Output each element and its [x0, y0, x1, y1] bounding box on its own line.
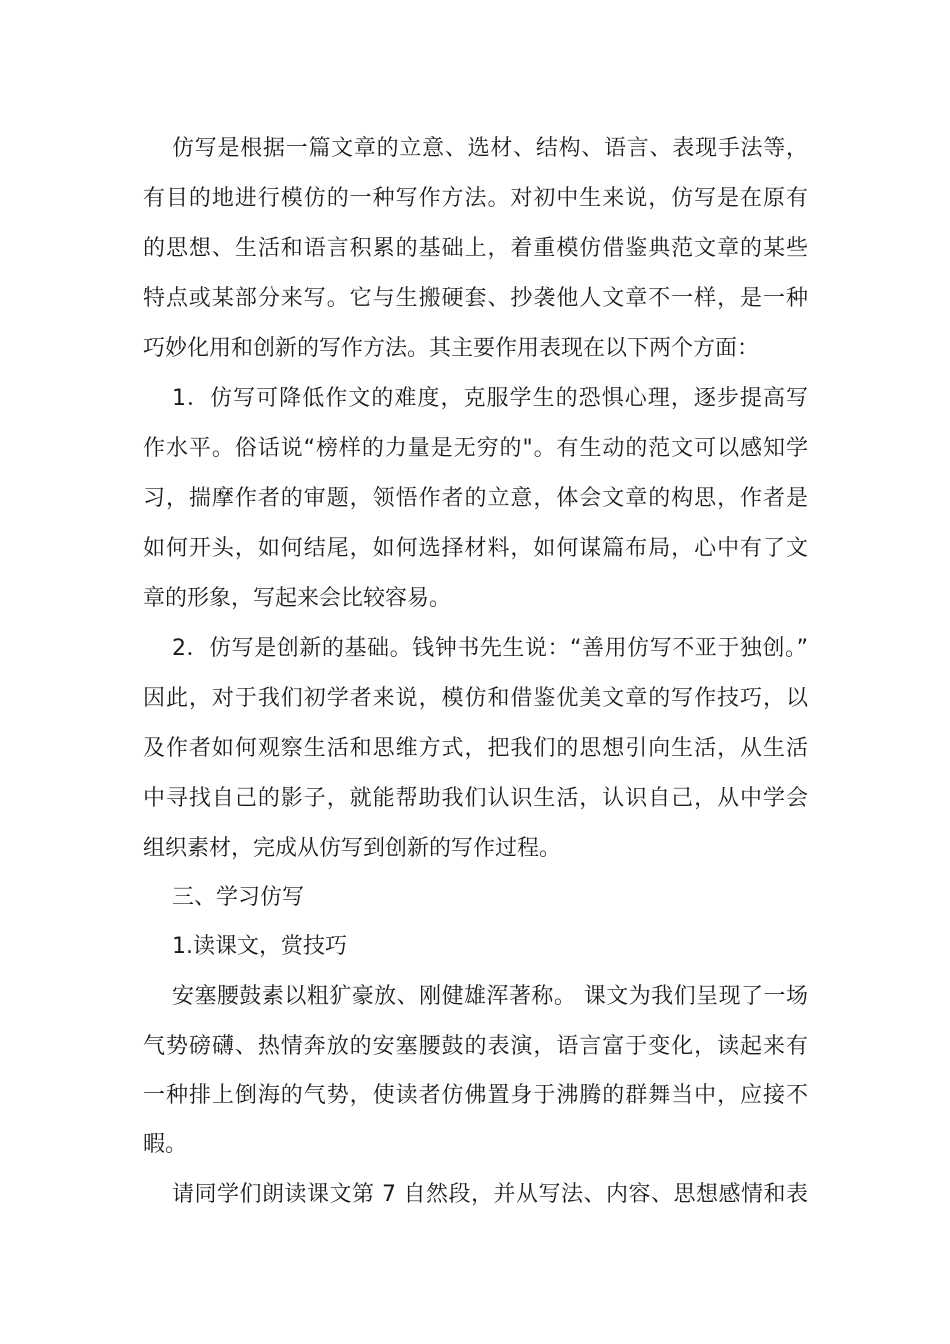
point-1-line-3: 习，揣摩作者的审题，领悟作者的立意，体会文章的构思，作者是 — [143, 486, 808, 511]
point-2-line-4: 中寻找自己的影子，就能帮助我们认识生活，认识自己，从中学会 — [143, 786, 808, 811]
paragraph-4-line-1: 请同学们朗读课文第 7 自然段，并从写法、内容、思想感情和表 — [172, 1182, 808, 1207]
paragraph-1-line-5: 巧妙化用和创新的写作方法。其主要作用表现在以下两个方面： — [143, 336, 760, 361]
section-heading: 三、学习仿写 — [172, 885, 305, 910]
paragraph-1-line-2: 有目的地进行模仿的一种写作方法。对初中生来说，仿写是在原有 — [143, 186, 808, 211]
paragraph-3-line-4: 暇。 — [143, 1132, 188, 1157]
point-1-line-1: 1．仿写可降低作文的难度，克服学生的恐惧心理，逐步提高写 — [172, 386, 808, 411]
paragraph-1-line-3: 的思想、生活和语言积累的基础上，着重模仿借鉴典范文章的某些 — [143, 236, 808, 261]
paragraph-3-line-2: 气势磅礴、热情奔放的安塞腰鼓的表演，语言富于变化，读起来有 — [143, 1034, 808, 1059]
point-2-line-1: 2．仿写是创新的基础。钱钟书先生说：“善用仿写不亚于独创。” — [172, 636, 808, 661]
point-2-line-5: 组织素材，完成从仿写到创新的写作过程。 — [143, 836, 562, 861]
paragraph-1-line-4: 特点或某部分来写。它与生搬硬套、抄袭他人文章不一样，是一种 — [143, 286, 808, 311]
point-1-line-5: 章的形象，写起来会比较容易。 — [143, 586, 452, 611]
point-2-line-3: 及作者如何观察生活和思维方式，把我们的思想引向生活，从生活 — [143, 736, 808, 761]
point-2-line-2: 因此，对于我们初学者来说，模仿和借鉴优美文章的写作技巧，以 — [143, 686, 808, 711]
point-1-line-2: 作水平。俗话说“榜样的力量是无穷的"。有生动的范文可以感知学 — [143, 436, 808, 461]
subsection-heading: 1.读课文，赏技巧 — [172, 934, 347, 959]
point-1-line-4: 如何开头，如何结尾，如何选择材料，如何谋篇布局，心中有了文 — [143, 536, 808, 561]
paragraph-3-line-3: 一种排上倒海的气势，使读者仿佛置身于沸腾的群舞当中，应接不 — [143, 1083, 808, 1108]
paragraph-3-line-1: 安塞腰鼓素以粗犷豪放、刚健雄浑著称。 课文为我们呈现了一场 — [172, 984, 808, 1009]
paragraph-1-line-1: 仿写是根据一篇文章的立意、选材、结构、语言、表现手法等， — [172, 136, 808, 161]
